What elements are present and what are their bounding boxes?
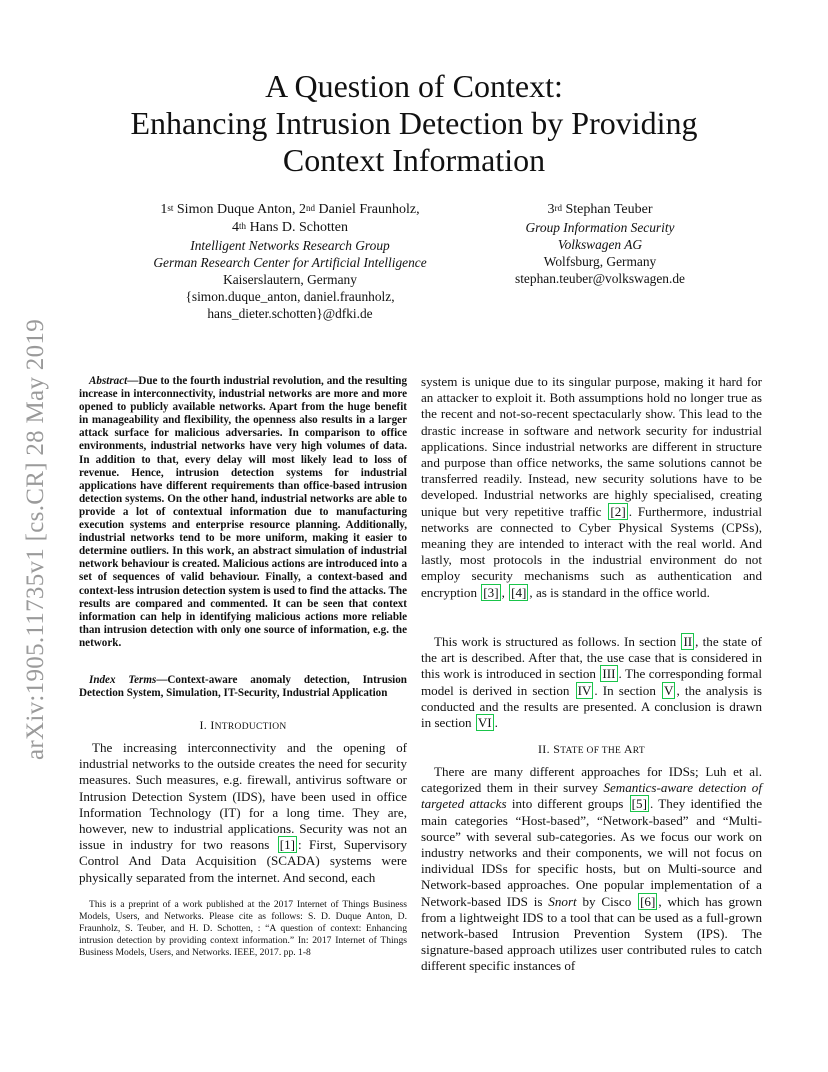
index-terms-text: —Context-aware anomaly detection, Intrusion Detection System, Simulation, IT-Security, Industrial Application xyxy=(79,674,407,700)
index-terms-label: Index Terms xyxy=(89,674,157,686)
paper-title xyxy=(60,68,768,179)
abstract xyxy=(79,375,407,650)
author-group: Intelligent Networks Research Group xyxy=(190,238,390,253)
survey-title: Semantics-aware detection of targeted attacks xyxy=(421,780,762,812)
section-link[interactable]: II xyxy=(683,634,693,649)
author-company: Volkswagen AG xyxy=(557,237,643,252)
author-email: stephan.teuber@volkswagen.de xyxy=(515,271,685,286)
citation-link[interactable]: [6] xyxy=(640,893,656,909)
citation-link[interactable]: [5] xyxy=(631,796,647,812)
section-heading-state-of-the-art: II. STATE OF THE ART xyxy=(538,742,645,756)
section-link[interactable]: III xyxy=(602,666,616,682)
section-link[interactable]: IV xyxy=(577,682,592,698)
author-emails-line-1: {simon.duque_anton, daniel.fraunholz, xyxy=(185,289,395,304)
author-city: Kaiserslautern, Germany xyxy=(223,272,357,287)
title-line-1: A Question of Context: xyxy=(265,68,563,104)
title-line-2: Enhancing Intrusion Detection by Providing xyxy=(130,105,698,141)
citation-link[interactable]: [1] xyxy=(279,837,296,853)
author-emails-line-2: hans_dieter.schotten}@dfki.de xyxy=(207,306,373,321)
citation-link[interactable]: [2] xyxy=(610,503,626,519)
preprint-footnote: This is a preprint of a work published at the 2017 Internet of Things Business Models, Users, and Networks. Please cite as follows: S. D. Duque Anton, D. Fraunholz, S. Teuber, and H. D. Schotten, : “A question of context: Enhancing intrusion detection by providing context information.” In: 2017 Internet of Things Business Models, Users, and Networks. IEEE, 2017. pp. 1-8 xyxy=(79,899,407,958)
abstract-label: Abstract xyxy=(89,375,128,387)
citation-link[interactable]: [4] xyxy=(511,584,527,600)
author-group: Group Information Security xyxy=(525,220,675,235)
abstract-text: —Due to the fourth industrial revolution, and the resulting increase in interconnectivity, industrial networks are more and more opened to publicly available networks. Apart from the huge benefit in manageability and flexibility, the openness also results in a larger attack surface for malicious adversaries. In comparison to office environments, industrial networks have very high volumes of data. In addition to that, every delay will most likely lead to loss of revenue. Hence, intrusion detection systems for industrial applications have different requirements than office-based intrusion detection systems. On the other hand, industrial networks are able to provide a lot of contextual information due to manufacturing execution systems and enterprise resource planning. Additionally, industrial networks tend to be more uniform, making it easier to determine outliers. In this work, an abstract simulation of industrial network behaviour is created. Malicious actions are introduced into a set of sequences of valid behaviour. Finally, a context-based and context-less intrusion detection system is used to find the attacks. The results are compared and commented. It can be seen that context information can help in identifying malicious actions more reliable than intrusion detection with only one source of information, e.g. the network. xyxy=(79,375,407,649)
section-link[interactable]: V xyxy=(664,682,674,698)
author-institution: German Research Center for Artificial Intelligence xyxy=(153,255,427,270)
intro-continuation-paragraph: system is unique due to its singular purpose, making it hard for an attacker to exploit it. Both assumptions hold no longer true as the recent and not-so-recent spectacularly show. This lead to the drastic increase in software and network security for industrial applications. Since industrial networks are different in structure and purpose than office networks, the same solutions cannot be transferred readily. Instead, new security solutions have to be developed. Industrial networks are highly specialised, creating unique but very repetitive traffic [2] . Furthermore, industrial networks are connected to Cyber Physical Systems (CPSs), meaning they are intended to interact with the real world. And lastly, most protocols in the industrial environment do not employ security mechanisms such as authentication and encryption [3] , [4] , as is standard in the office world. xyxy=(421,374,762,600)
index-terms xyxy=(79,674,407,700)
introduction-paragraph: The increasing interconnectivity and the opening of industrial networks to the outside creates the need for security measures. Such measures, e.g. firewall, antivirus software or Intrusion Detection System (IDS), have been used in office Information Technology (IT) for a long time. They are, however, new to industrial applications. Security was not an issue in industry for two reasons [1] : First, Supervisory Control And Data Acquisition (SCADA) systems were physically separated from the internet. And second, each xyxy=(79,740,407,885)
section-heading-introduction: I. INTRODUCTION xyxy=(199,718,287,732)
author-city: Wolfsburg, Germany xyxy=(543,254,657,269)
title-line-3: Context Information xyxy=(282,142,546,178)
author-names-line-1: 1st Simon Duque Anton, 2nd Daniel Fraunholz, xyxy=(160,202,420,217)
section-link[interactable]: VI xyxy=(477,715,492,731)
snort-name: Snort xyxy=(548,893,577,909)
structure-paragraph: This work is structured as follows. In section II , the state of the art is described. After that, the use case that is considered in this work is introduced in section III . The corresponding formal model is derived in section IV . In section V , the analysis is conducted and the results are presented. A conclusion is drawn in section VI . xyxy=(421,634,762,731)
citation-link[interactable]: [3] xyxy=(483,584,499,600)
author-block-volkswagen xyxy=(490,201,710,287)
author-names-line-2: 4th Hans D. Schotten xyxy=(232,220,348,235)
author-block-dfki xyxy=(140,201,440,322)
state-of-the-art-paragraph: There are many different approaches for IDSs; Luh et al. categorized them in their survey Semantics-aware detection of targeted attacks into different groups [5] . They identified the main categories “Host-based”, “Network-based” and “Multi-source” with several sub-categories. As we focus our work on industry networks and their components, we will not focus on individual IDSs for specific hosts, but on Multi-source and Network-based approaches. One popular implementation of a Network-based IDS is Snort by Cisco [6] , which has grown from a lightweight IDS to a tool that can be used as a full-grown network-based Intrusion Prevention System (IPS). The signature-based approach utilizes user contributed rules to catch different specific instances of xyxy=(421,764,763,974)
author-name-teuber: 3rd Stephan Teuber xyxy=(547,202,653,217)
arxiv-identifier-stamp: arXiv:1905.11735v1 [cs.CR] 28 May 2019 xyxy=(22,319,49,760)
